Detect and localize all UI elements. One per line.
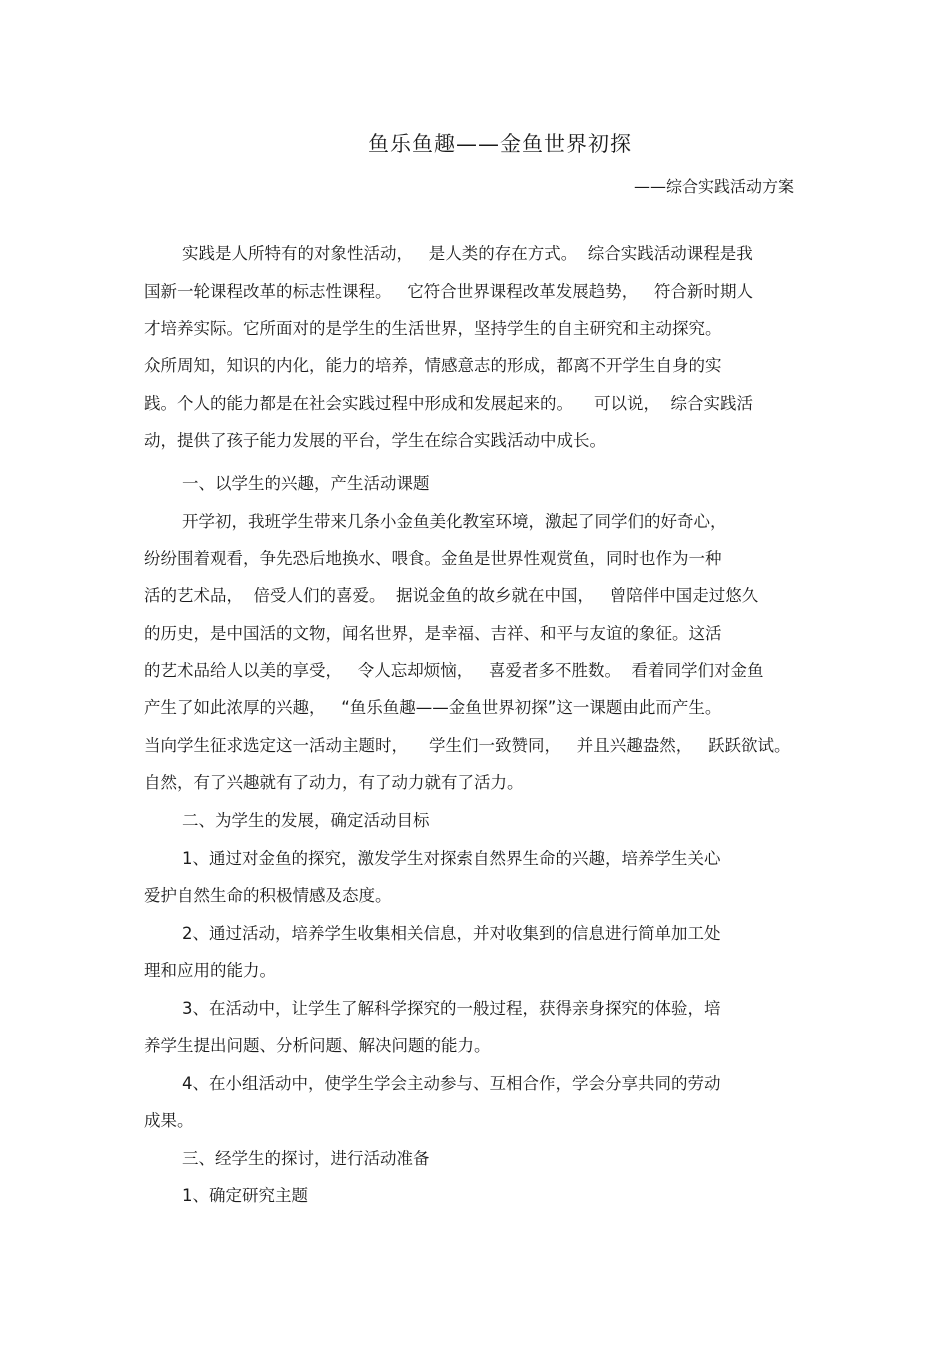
paragraph-line: 国新一轮课程改革的标志性课程。 它符合世界课程改革发展趋势， 符合新时期人 — [144, 282, 753, 301]
paragraph-line: 的艺术品给人以美的享受， 令人忘却烦恼， 喜爱者多不胜数。 看着同学们对金鱼 — [144, 661, 764, 680]
list-item-line: 1、通过对金鱼的探究，激发学生对探索自然界生命的兴趣，培养学生关心 — [182, 849, 721, 868]
paragraph-line: 动，提供了孩子能力发展的平台，学生在综合实践活动中成长。 — [144, 431, 606, 450]
paragraph-line: 自然，有了兴趣就有了动力，有了动力就有了活力。 — [144, 773, 524, 792]
list-item-line: 成果。 — [144, 1111, 194, 1130]
list-item-line: 2、通过活动，培养学生收集相关信息，并对收集到的信息进行简单加工处 — [182, 924, 721, 943]
document-title: 鱼乐鱼趣——金鱼世界初探 — [368, 132, 632, 156]
section-heading: 三、经学生的探讨，进行活动准备 — [182, 1149, 430, 1168]
paragraph-line: 活的艺术品， 倍受人们的喜爱。 据说金鱼的故乡就在中国， 曾陪伴中国走过悠久 — [144, 586, 759, 605]
paragraph-line: 实践是人所特有的对象性活动， 是人类的存在方式。 综合实践活动课程是我 — [182, 244, 753, 263]
list-item-line: 爱护自然生命的积极情感及态度。 — [144, 886, 392, 905]
paragraph-line: 践。个人的能力都是在社会实践过程中形成和发展起来的。 可以说， 综合实践活 — [144, 394, 753, 413]
list-item-line: 理和应用的能力。 — [144, 961, 276, 980]
paragraph-line: 众所周知，知识的内化，能力的培养，情感意志的形成，都离不开学生自身的实 — [144, 356, 722, 375]
list-item-line: 3、在活动中，让学生了解科学探究的一般过程，获得亲身探究的体验，培 — [182, 999, 721, 1018]
paragraph-line: 的历史，是中国活的文物，闻名世界，是幸福、吉祥、和平与友谊的象征。这活 — [144, 624, 722, 643]
list-item-line: 1、确定研究主题 — [182, 1186, 308, 1205]
section-heading: 二、为学生的发展，确定活动目标 — [182, 811, 430, 830]
section-heading: 一、以学生的兴趣，产生活动课题 — [182, 474, 430, 493]
document-subtitle: ——综合实践活动方案 — [633, 177, 794, 196]
paragraph-line: 才培养实际。它所面对的是学生的生活世界，坚持学生的自主研究和主动探究。 — [144, 319, 722, 338]
paragraph-line: 当向学生征求选定这一活动主题时， 学生们一致赞同， 并且兴趣盎然， 跃跃欲试。 — [144, 736, 791, 755]
paragraph-line: 开学初，我班学生带来几条小金鱼美化教室环境，激起了同学们的好奇心， — [182, 512, 727, 531]
list-item-line: 养学生提出问题、分析问题、解决问题的能力。 — [144, 1036, 491, 1055]
list-item-line: 4、在小组活动中，使学生学会主动参与、互相合作，学会分享共同的劳动 — [182, 1074, 721, 1093]
paragraph-line: 纷纷围着观看，争先恐后地换水、喂食。金鱼是世界性观赏鱼，同时也作为一种 — [144, 549, 722, 568]
paragraph-line: 产生了如此浓厚的兴趣， “鱼乐鱼趣——金鱼世界初探”这一课题由此而产生。 — [144, 698, 722, 717]
